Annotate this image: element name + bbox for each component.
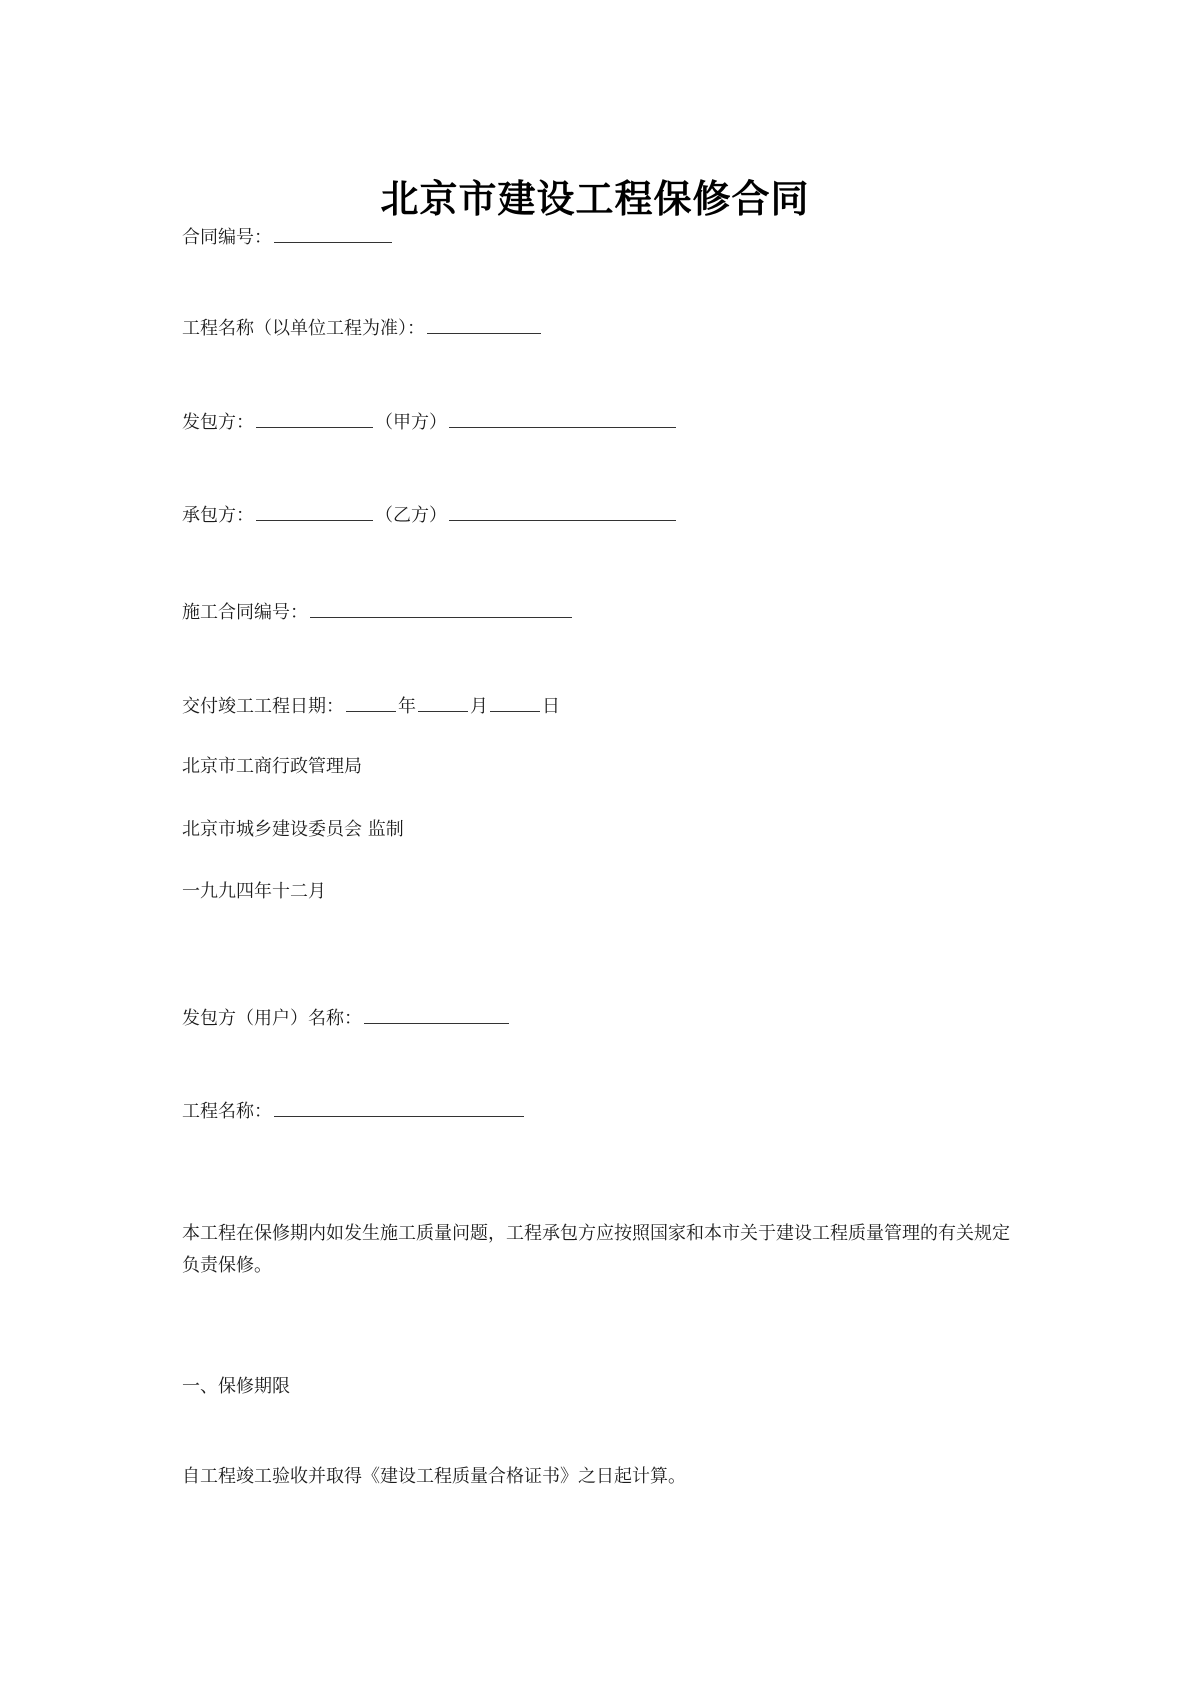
issuer-line-2: 北京市城乡建设委员会 监制	[182, 819, 404, 840]
contract-no-label: 合同编号：	[182, 227, 272, 248]
project-name-field	[182, 1100, 526, 1123]
delivery-date-label: 交付竣工工程日期：	[182, 696, 344, 717]
document-title: 北京市建设工程保修合同	[380, 176, 810, 221]
contract-no-blank[interactable]	[274, 226, 392, 243]
employer-user-name-blank[interactable]	[364, 1007, 509, 1024]
section-1-text: 自工程竣工验收并取得《建设工程质量合格证书》之日起计算。	[182, 1466, 686, 1487]
construction-contract-no-label: 施工合同编号：	[182, 602, 308, 623]
intro-paragraph: 本工程在保修期内如发生施工质量问题，工程承包方应按照国家和本市关于建设工程质量管理的有关规定负责保修。	[182, 1223, 1010, 1276]
party-b-label: （乙方）	[375, 505, 447, 526]
employer-user-name-label: 发包方（用户）名称：	[182, 1008, 362, 1029]
month-label: 月	[470, 696, 488, 717]
party-a-blank[interactable]	[449, 411, 676, 428]
project-name-label: 工程名称：	[182, 1101, 272, 1122]
construction-contract-no-blank[interactable]	[310, 601, 572, 618]
construction-contract-no-field	[182, 601, 574, 624]
project-name-unit-label: 工程名称（以单位工程为准）：	[182, 318, 425, 339]
project-name-unit-field	[182, 317, 543, 340]
issuer-line-1: 北京市工商行政管理局	[182, 756, 362, 777]
employer-field	[182, 411, 678, 434]
employer-user-name-field	[182, 1007, 511, 1030]
party-a-label: （甲方）	[375, 412, 447, 433]
delivery-date-field	[182, 695, 560, 718]
issue-date: 一九九四年十二月	[182, 881, 326, 902]
year-blank[interactable]	[346, 695, 396, 712]
contract-no-field	[182, 226, 394, 249]
day-blank[interactable]	[490, 695, 540, 712]
month-blank[interactable]	[418, 695, 468, 712]
section-1-heading: 一、保修期限	[182, 1376, 290, 1397]
party-b-blank[interactable]	[449, 504, 676, 521]
contractor-field	[182, 504, 678, 527]
employer-blank[interactable]	[256, 411, 373, 428]
year-label: 年	[398, 696, 416, 717]
day-label: 日	[542, 696, 560, 717]
project-name-unit-blank[interactable]	[427, 317, 541, 334]
employer-label: 发包方：	[182, 412, 254, 433]
contractor-blank[interactable]	[256, 504, 373, 521]
contractor-label: 承包方：	[182, 505, 254, 526]
project-name-blank[interactable]	[274, 1100, 524, 1117]
